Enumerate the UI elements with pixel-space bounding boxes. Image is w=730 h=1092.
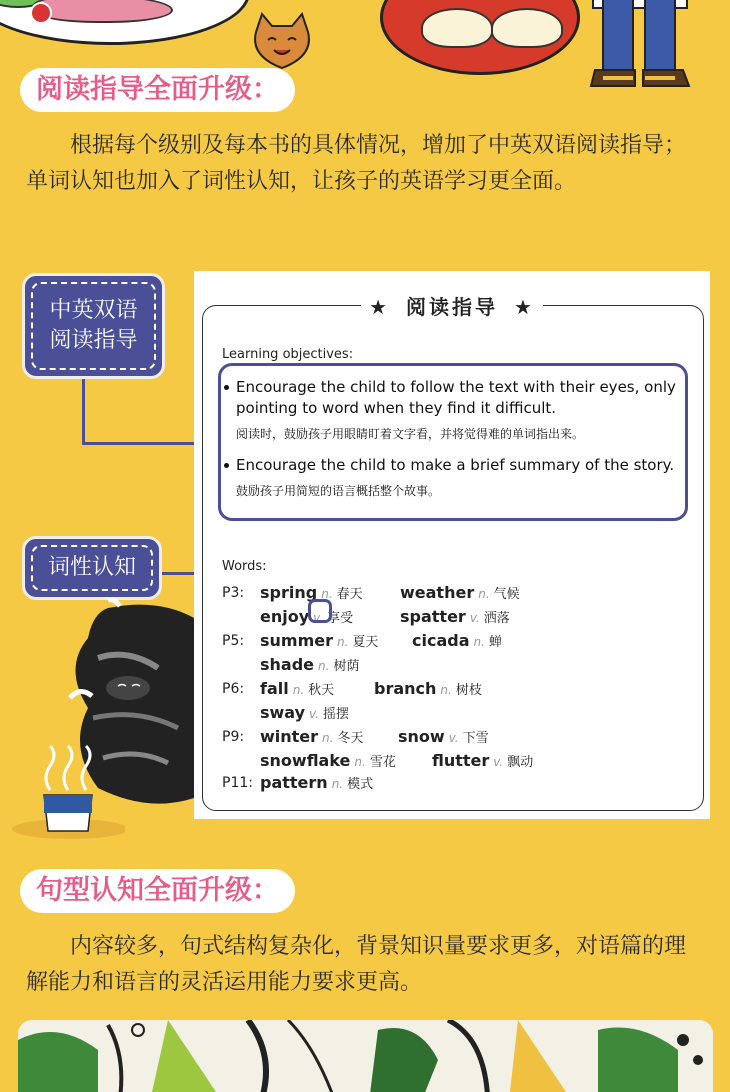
vocab-meaning: 秋天 <box>308 683 335 698</box>
vocab-word: flutter <box>432 751 490 770</box>
star-icon: ★ <box>513 295 535 319</box>
section-paragraph-sentence-patterns: 内容较多，句式结构复杂化，背景知识量要求更多，对语篇的理解能力和语言的灵活运用能力要求更高。 <box>26 934 687 995</box>
objectives-label: Learning objectives: <box>222 347 354 362</box>
cat-illustration <box>248 12 316 70</box>
vocab-word: spring <box>260 583 318 602</box>
vocab-word: pattern <box>260 773 328 792</box>
vocab-part-of-speech: n. <box>331 777 344 791</box>
callout-bilingual-guide <box>22 273 165 379</box>
objective-en: Encourage the child to make a brief summary of the story. <box>236 456 675 474</box>
section-paragraph-reading-guide: 根据每个级别及每本书的具体情况，增加了中英双语阅读指导；单词认知也加入了词性认知，让孩子的英语学习更全面。 <box>26 133 687 194</box>
vocab-part-of-speech: n. <box>478 587 490 601</box>
vocab-word: cicada <box>412 631 470 650</box>
vocab-meaning: 飘动 <box>507 755 534 770</box>
part-of-speech-highlight-circle <box>308 599 332 623</box>
vocab-meaning: 享受 <box>327 611 354 626</box>
vocab-entry <box>260 679 334 698</box>
vocab-word: summer <box>260 631 333 650</box>
vocab-entry <box>374 679 482 698</box>
vocab-part-of-speech: v. <box>313 611 324 625</box>
vocab-entry <box>260 655 359 674</box>
vocab-meaning: 下雪 <box>462 731 489 746</box>
section-heading-reading-guide: 阅读指导全面升级： <box>20 68 295 112</box>
vocab-word: shade <box>260 655 315 674</box>
bullet-icon <box>224 385 229 390</box>
vocab-meaning: 模式 <box>347 777 374 792</box>
vocab-part-of-speech: v. <box>309 707 319 721</box>
vocab-entry <box>260 631 378 650</box>
vocab-word: branch <box>374 679 437 698</box>
reading-guide-card <box>194 271 710 819</box>
jungle-leaves-illustration <box>18 1020 713 1092</box>
red-badge-icon <box>30 2 52 24</box>
objective-zh: 鼓励孩子用简短的语言概括整个故事。 <box>236 484 441 498</box>
vocab-part-of-speech: n. <box>322 731 334 745</box>
vocab-entry <box>260 607 353 626</box>
word-page-number: P3: <box>222 585 245 601</box>
vocab-word: snowflake <box>260 751 351 770</box>
vocab-entry <box>400 607 510 626</box>
callout-connector-line <box>82 379 85 445</box>
vocab-part-of-speech: n. <box>354 755 366 769</box>
vocab-meaning: 树荫 <box>333 659 360 674</box>
vocab-word: snow <box>398 727 445 746</box>
objective-item <box>236 377 686 444</box>
word-page-number: P5: <box>222 633 245 649</box>
vocab-meaning: 蝉 <box>488 635 502 650</box>
vocab-part-of-speech: n. <box>321 587 333 601</box>
dumpling-illustration <box>491 8 563 48</box>
word-page-number: P6: <box>222 681 245 697</box>
fish-illustration <box>33 0 173 23</box>
vocab-part-of-speech: v. <box>469 611 480 625</box>
steaming-pot-illustration <box>10 745 125 840</box>
vocab-part-of-speech: n. <box>473 635 485 649</box>
vocab-word: winter <box>260 727 319 746</box>
callout-part-of-speech <box>22 536 162 600</box>
vocab-meaning: 洒落 <box>483 611 510 626</box>
vocab-part-of-speech: n. <box>318 659 330 673</box>
vocab-part-of-speech: n. <box>440 683 452 697</box>
vocab-part-of-speech: n. <box>337 635 349 649</box>
objective-zh: 阅读时，鼓励孩子用眼睛盯着文字看，并将觉得难的单词指出来。 <box>236 427 585 441</box>
vocab-word: spatter <box>400 607 466 626</box>
vocab-word: weather <box>400 583 475 602</box>
vocab-entry <box>260 773 373 792</box>
vocab-entry <box>260 703 349 722</box>
vocab-entry <box>260 727 363 746</box>
word-page-number: P9: <box>222 729 245 745</box>
callout-bilingual-line2: 阅读指导 <box>49 328 138 353</box>
words-label: Words: <box>222 559 267 574</box>
dumpling-illustration <box>421 8 493 48</box>
vocab-word: sway <box>260 703 306 722</box>
vocab-entry <box>412 631 502 650</box>
vocab-meaning: 冬天 <box>337 731 364 746</box>
vocab-part-of-speech: n. <box>292 683 305 697</box>
vocab-entry <box>432 751 533 770</box>
callout-bilingual-text <box>31 282 156 370</box>
vocab-meaning: 春天 <box>336 587 363 602</box>
objective-en: Encourage the child to follow the text with their eyes, only pointing to word when they find it difficult. <box>236 378 676 417</box>
callout-bilingual-line1: 中英双语 <box>49 298 138 323</box>
star-icon: ★ <box>369 295 391 319</box>
card-title <box>194 291 710 320</box>
bullet-icon <box>224 463 229 468</box>
vocab-meaning: 摇摆 <box>322 707 349 722</box>
person-legs-illustration <box>585 0 695 95</box>
vocab-part-of-speech: v. <box>493 755 504 769</box>
vocab-word: fall <box>260 679 289 698</box>
vocab-entry <box>400 583 520 602</box>
card-title-text: 阅读指导 <box>400 291 504 320</box>
objective-item <box>236 455 686 501</box>
vocab-entry <box>260 751 396 770</box>
vocab-entry <box>398 727 489 746</box>
section-heading-sentence-patterns: 句型认知全面升级： <box>20 869 295 913</box>
word-page-number: P11: <box>222 775 253 791</box>
vocab-word: enjoy <box>260 607 310 626</box>
vocab-meaning: 气候 <box>493 587 520 602</box>
vocab-meaning: 雪花 <box>369 755 396 770</box>
vocab-meaning: 夏天 <box>352 635 379 650</box>
dumpling-plate-illustration <box>380 0 580 75</box>
vocab-part-of-speech: v. <box>448 731 459 745</box>
vocab-meaning: 树枝 <box>455 683 482 698</box>
callout-part-of-speech-text: 词性认知 <box>31 545 153 591</box>
